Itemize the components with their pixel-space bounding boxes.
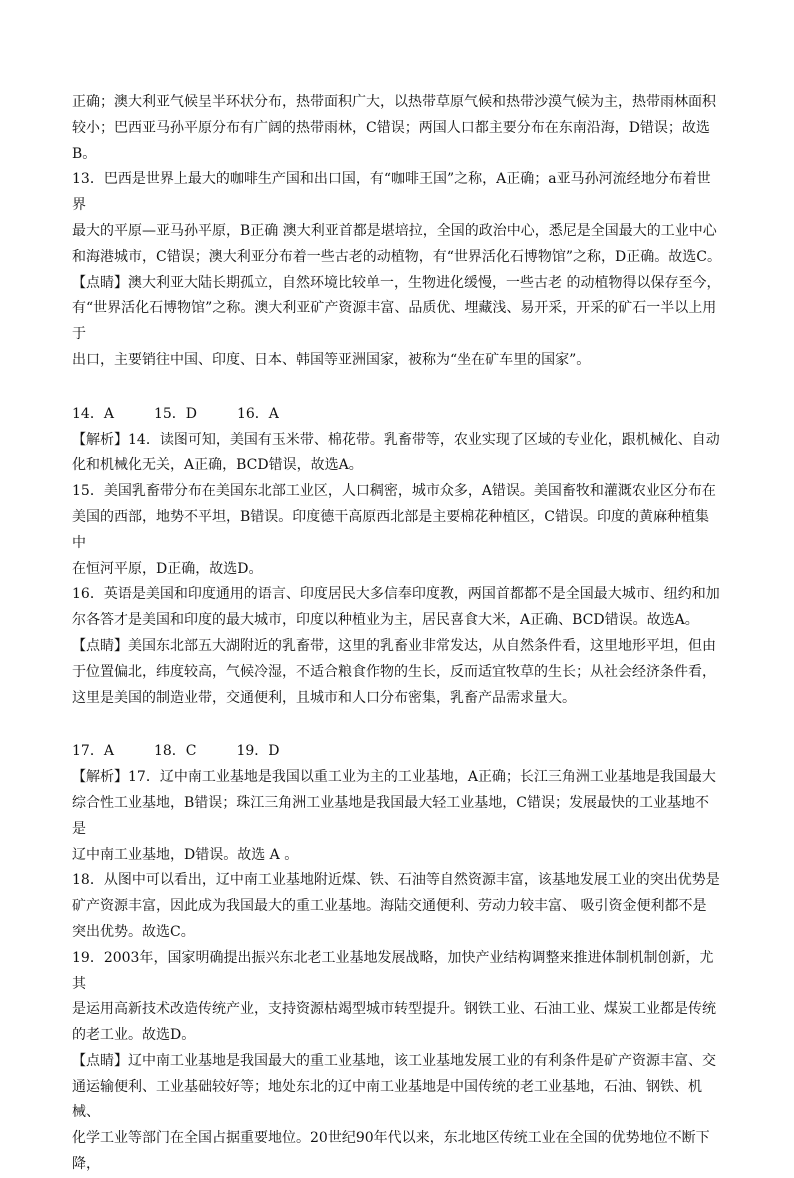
text-line: 18．从图中可以看出，辽中南工业基地附近煤、铁、石油等自然资源丰富，该基地发展工业的突出优势是	[72, 872, 720, 889]
text-line: 【解析】14．读图可知，美国有玉米带、棉花带。乳畜带等，农业实现了区域的专业化，跟机械化、自动	[72, 431, 720, 448]
answer-17: 17．A	[72, 743, 114, 760]
text-line: 最大的平原—亚马孙平原，B正确 澳大利亚首都是堪培拉，全国的政治中心，悉尼是全国最大的工业中心	[72, 222, 717, 239]
text-line: 是运用高新技术改造传统产业，支持资源枯竭型城市转型提升。钢铁工业、石油工业、煤炭工业都是传统	[72, 1001, 716, 1018]
text-line: 【点睛】澳大利亚大陆长期孤立，自然环境比较单一，生物进化缓慢，一些古老 的动植物得以保存至今，	[72, 274, 721, 291]
text-line: 【解析】17．辽中南工业基地是我国以重工业为主的工业基地，A正确；长江三角洲工业基地是我国最大	[72, 769, 716, 786]
answer-19: 19．D	[236, 743, 280, 760]
text-line: 矿产资源丰富，因此成为我国最大的重工业基地。海陆交通便利、劳动力较丰富、 吸引资金便利都不是	[72, 898, 707, 915]
answer-15: 15．D	[153, 405, 197, 422]
text-line: 较小；巴西亚马孙平原分布有广阔的热带雨林，C错误；两国人口都主要分布在东南沿海，D错误；故选B。	[72, 119, 710, 162]
text-line: 这里是美国的制造业带，交通便利，且城市和人口分布密集，乳畜产品需求量大。	[72, 689, 576, 706]
text-line: 尔各答才是美国和印度的最大城市，印度以种植业为主，居民喜食大米，A正确、BCD错误。故选A。	[72, 612, 699, 629]
text-line: 15．美国乳畜带分布在美国东北部工业区，人口稠密，城市众多，A错误。美国畜牧和灌溉农业区分布在	[72, 483, 716, 500]
text-line: 美国的西部，地势不平坦，B错误。印度德干高原西北部是主要棉花种植区，C错误。印度的黄麻种植集中	[72, 508, 709, 551]
section-17-19-explanation	[72, 765, 722, 1178]
text-line: 辽中南工业基地，D错误。故选 A 。	[72, 846, 299, 863]
answer-key-17-19	[72, 739, 722, 765]
text-line: 【点睛】辽中南工业基地是我国最大的重工业基地，该工业基地发展工业的有利条件是矿产资源丰富、交	[72, 1052, 716, 1069]
text-line: 和海港城市，C错误；澳大利亚分布着一些古老的动植物，有“世界活化石博物馆”之称，D正确。故选C。	[72, 248, 721, 265]
text-line: 在恒河平原，D正确，故选D。	[72, 560, 263, 577]
text-line: 突出优势。故选C。	[72, 923, 195, 940]
answer-18: 18．C	[153, 743, 197, 760]
text-line: 出口，主要销往中国、印度、日本、韩国等亚洲国家，被称为“坐在矿车里的国家”。	[72, 351, 591, 368]
answer-16: 16．A	[236, 405, 279, 422]
text-line: 化和机械化无关，A正确，BCD错误，故选A。	[72, 457, 363, 474]
text-line: 综合性工业基地，B错误；珠江三角洲工业基地是我国最大轻工业基地，C错误；发展最快的工业基地不是	[72, 794, 709, 837]
text-line: 16．英语是美国和印度通用的语言、印度居民大多信奉印度教，两国首都都不是全国最大城市、纽约和加	[72, 586, 720, 603]
section-14-16-explanation	[72, 428, 722, 712]
text-line: 【点睛】美国东北部五大湖附近的乳畜带，这里的乳畜业非常发达，从自然条件看，这里地形平坦，但由	[72, 637, 716, 654]
section-13-explanation	[72, 90, 722, 374]
answer-14: 14．A	[72, 405, 114, 422]
text-line: 于位置偏北，纬度较高，气候冷湿，不适合粮食作物的生长，反而适宜牧草的生长；从社会经济条件看，	[72, 663, 716, 680]
text-line: 有“世界活化石博物馆”之称。澳大利亚矿产资源丰富、品质优、埋藏浅、易开采，开采的矿石一半以上用于	[72, 300, 717, 343]
text-line: 的老工业。故选D。	[72, 1027, 196, 1044]
text-line: 化学工业等部门在全国占据重要地位。20世纪90年代以来，东北地区传统工业在全国的优势地位不断下降，	[72, 1130, 710, 1173]
answer-key-14-16	[72, 402, 722, 428]
text-line: 通运输便利、工业基础较好等；地处东北的辽中南工业基地是中国传统的老工业基地，石油、钢铁、机械、	[72, 1078, 702, 1121]
text-line: 13．巴西是世界上最大的咖啡生产国和出口国，有“咖啡王国”之称，A正确；a亚马孙河流经地分布着世界	[72, 171, 711, 214]
text-line: 正确；澳大利亚气候呈半环状分布，热带面积广大，以热带草原气候和热带沙漠气候为主，热带雨林面积	[72, 94, 716, 110]
text-line: 19．2003年，国家明确提出振兴东北老工业基地发展战略，加快产业结构调整来推进体制机制创新，尤其	[72, 949, 714, 992]
